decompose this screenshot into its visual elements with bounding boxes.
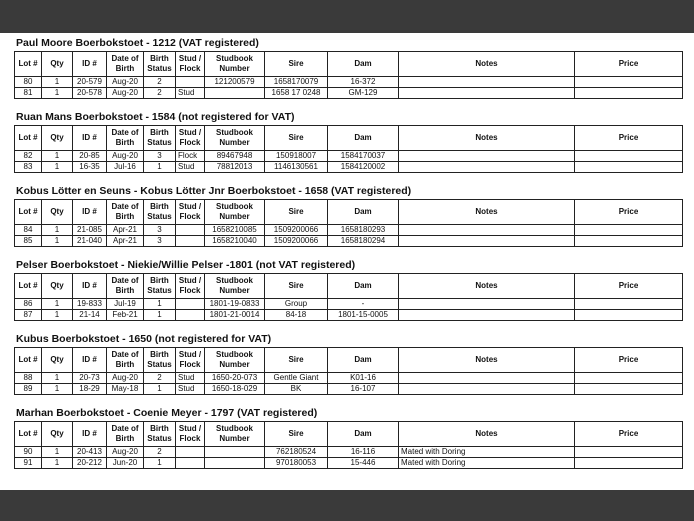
- cell-dam: 1801-15-0005: [328, 310, 399, 321]
- table-row: [15, 458, 683, 469]
- header-row: [15, 200, 683, 225]
- cell-status: 2: [144, 77, 176, 88]
- header-notes: Notes: [399, 52, 575, 77]
- cell-dam: K01-16: [328, 373, 399, 384]
- table-row: [15, 447, 683, 458]
- cell-lot: 85: [15, 236, 42, 247]
- cell-qty: 1: [42, 310, 73, 321]
- cell-stud: [176, 236, 205, 247]
- header-lot: Lot #: [15, 274, 42, 299]
- cell-qty: 1: [42, 88, 73, 99]
- section-kobus-lotter: [14, 185, 682, 247]
- cell-price: [575, 162, 683, 173]
- header-price: Price: [575, 422, 683, 447]
- cell-notes: [399, 225, 575, 236]
- header-dam: Dam: [328, 52, 399, 77]
- cell-dam: GM-129: [328, 88, 399, 99]
- cell-stud: Stud: [176, 88, 205, 99]
- header-row: [15, 52, 683, 77]
- cell-sire: 1658170079: [265, 77, 328, 88]
- cell-sire: 1146130561: [265, 162, 328, 173]
- cell-qty: 1: [42, 151, 73, 162]
- header-book: Studbook Number: [205, 422, 265, 447]
- header-notes: Notes: [399, 348, 575, 373]
- cell-sire: 84-18: [265, 310, 328, 321]
- cell-notes: [399, 236, 575, 247]
- cell-id: 20-73: [73, 373, 107, 384]
- cell-status: 1: [144, 458, 176, 469]
- cell-book: [205, 88, 265, 99]
- cell-stud: [176, 447, 205, 458]
- cell-book: 78812013: [205, 162, 265, 173]
- header-row: [15, 274, 683, 299]
- cell-status: 1: [144, 299, 176, 310]
- cell-lot: 91: [15, 458, 42, 469]
- header-row: [15, 348, 683, 373]
- header-sire: Sire: [265, 348, 328, 373]
- cell-id: 19-833: [73, 299, 107, 310]
- cell-qty: 1: [42, 162, 73, 173]
- header-lot: Lot #: [15, 348, 42, 373]
- header-dam: Dam: [328, 422, 399, 447]
- header-notes: Notes: [399, 200, 575, 225]
- cell-id: 20-212: [73, 458, 107, 469]
- cell-book: 1658210040: [205, 236, 265, 247]
- header-id: ID #: [73, 200, 107, 225]
- cell-id: 21-040: [73, 236, 107, 247]
- cell-lot: 86: [15, 299, 42, 310]
- cell-dam: 1584120002: [328, 162, 399, 173]
- cell-status: 1: [144, 310, 176, 321]
- cell-id: 20-578: [73, 88, 107, 99]
- cell-price: [575, 373, 683, 384]
- cell-id: 20-85: [73, 151, 107, 162]
- cell-lot: 84: [15, 225, 42, 236]
- cell-qty: 1: [42, 299, 73, 310]
- cell-notes: [399, 88, 575, 99]
- cell-qty: 1: [42, 447, 73, 458]
- header-id: ID #: [73, 422, 107, 447]
- section-title: Ruan Mans Boerbokstoet - 1584 (not registered for VAT): [16, 111, 295, 123]
- table-row: [15, 225, 683, 236]
- header-book: Studbook Number: [205, 126, 265, 151]
- table-row: [15, 77, 683, 88]
- lot-table: [14, 199, 683, 247]
- cell-book: 1801-21-0014: [205, 310, 265, 321]
- header-row: [15, 126, 683, 151]
- table-row: [15, 236, 683, 247]
- header-stud: Stud / Flock: [176, 274, 205, 299]
- cell-notes: [399, 77, 575, 88]
- cell-book: 1801-19-0833: [205, 299, 265, 310]
- cell-dam: 16-372: [328, 77, 399, 88]
- cell-stud: [176, 225, 205, 236]
- cell-stud: Stud: [176, 384, 205, 395]
- header-dam: Dam: [328, 348, 399, 373]
- cell-qty: 1: [42, 373, 73, 384]
- cell-notes: [399, 310, 575, 321]
- cell-date: Feb-21: [107, 310, 144, 321]
- cell-status: 3: [144, 151, 176, 162]
- header-price: Price: [575, 52, 683, 77]
- header-sire: Sire: [265, 52, 328, 77]
- header-qty: Qty: [42, 274, 73, 299]
- cell-stud: Stud: [176, 162, 205, 173]
- cell-lot: 88: [15, 373, 42, 384]
- cell-price: [575, 447, 683, 458]
- cell-id: 21-14: [73, 310, 107, 321]
- cell-lot: 82: [15, 151, 42, 162]
- section-title: Kobus Lötter en Seuns - Kobus Lötter Jnr Boerbokstoet - 1658 (VAT registered): [16, 185, 412, 197]
- cell-notes: [399, 162, 575, 173]
- cell-dam: -: [328, 299, 399, 310]
- cell-price: [575, 310, 683, 321]
- cell-date: Jul-19: [107, 299, 144, 310]
- cell-qty: 1: [42, 236, 73, 247]
- header-stud: Stud / Flock: [176, 422, 205, 447]
- cell-lot: 90: [15, 447, 42, 458]
- cell-id: 18-29: [73, 384, 107, 395]
- cell-price: [575, 151, 683, 162]
- cell-price: [575, 299, 683, 310]
- header-lot: Lot #: [15, 126, 42, 151]
- lot-table: [14, 421, 683, 469]
- cell-price: [575, 225, 683, 236]
- cell-status: 1: [144, 162, 176, 173]
- cell-book: 1650-20-073: [205, 373, 265, 384]
- cell-stud: [176, 310, 205, 321]
- cell-dam: 1658180293: [328, 225, 399, 236]
- header-id: ID #: [73, 274, 107, 299]
- top-bar: [0, 0, 694, 33]
- cell-stud: [176, 458, 205, 469]
- cell-book: 89467948: [205, 151, 265, 162]
- cell-sire: 1509200066: [265, 225, 328, 236]
- cell-notes: [399, 299, 575, 310]
- section-kubus: [14, 333, 682, 395]
- header-stud: Stud / Flock: [176, 200, 205, 225]
- cell-book: [205, 458, 265, 469]
- cell-status: 3: [144, 225, 176, 236]
- header-book: Studbook Number: [205, 52, 265, 77]
- cell-stud: Stud: [176, 373, 205, 384]
- header-sire: Sire: [265, 274, 328, 299]
- header-date: Date of Birth: [107, 200, 144, 225]
- header-date: Date of Birth: [107, 52, 144, 77]
- cell-date: Apr-21: [107, 236, 144, 247]
- cell-stud: [176, 299, 205, 310]
- cell-id: 21-085: [73, 225, 107, 236]
- header-date: Date of Birth: [107, 422, 144, 447]
- header-notes: Notes: [399, 126, 575, 151]
- cell-dam: 1658180294: [328, 236, 399, 247]
- cell-date: Jul-16: [107, 162, 144, 173]
- cell-notes: [399, 151, 575, 162]
- header-sire: Sire: [265, 200, 328, 225]
- bottom-bar: [0, 490, 694, 521]
- cell-book: 1650-18-029: [205, 384, 265, 395]
- lot-table: [14, 125, 683, 173]
- cell-status: 3: [144, 236, 176, 247]
- cell-status: 2: [144, 447, 176, 458]
- cell-dam: 1584170037: [328, 151, 399, 162]
- cell-date: Aug-20: [107, 151, 144, 162]
- cell-qty: 1: [42, 458, 73, 469]
- header-book: Studbook Number: [205, 348, 265, 373]
- section-title: Marhan Boerbokstoet - Coenie Meyer - 1797 (VAT registered): [16, 407, 318, 419]
- cell-date: Apr-21: [107, 225, 144, 236]
- catalog-page: [14, 37, 682, 481]
- header-sire: Sire: [265, 422, 328, 447]
- cell-date: Aug-20: [107, 447, 144, 458]
- header-id: ID #: [73, 126, 107, 151]
- lot-table: [14, 347, 683, 395]
- header-status: Birth Status: [144, 126, 176, 151]
- section-title: Paul Moore Boerbokstoet - 1212 (VAT registered): [16, 37, 259, 49]
- cell-status: 2: [144, 88, 176, 99]
- cell-price: [575, 77, 683, 88]
- cell-lot: 80: [15, 77, 42, 88]
- header-qty: Qty: [42, 52, 73, 77]
- header-sire: Sire: [265, 126, 328, 151]
- header-stud: Stud / Flock: [176, 52, 205, 77]
- header-date: Date of Birth: [107, 348, 144, 373]
- cell-status: 1: [144, 384, 176, 395]
- cell-date: Jun-20: [107, 458, 144, 469]
- header-id: ID #: [73, 52, 107, 77]
- header-notes: Notes: [399, 422, 575, 447]
- cell-sire: 1658 17 0248: [265, 88, 328, 99]
- cell-sire: 1509200066: [265, 236, 328, 247]
- cell-book: [205, 447, 265, 458]
- header-book: Studbook Number: [205, 274, 265, 299]
- cell-status: 2: [144, 373, 176, 384]
- header-date: Date of Birth: [107, 274, 144, 299]
- cell-book: 1658210085: [205, 225, 265, 236]
- cell-lot: 81: [15, 88, 42, 99]
- cell-sire: 762180524: [265, 447, 328, 458]
- header-lot: Lot #: [15, 200, 42, 225]
- cell-date: Aug-20: [107, 88, 144, 99]
- cell-lot: 89: [15, 384, 42, 395]
- cell-lot: 87: [15, 310, 42, 321]
- header-book: Studbook Number: [205, 200, 265, 225]
- table-row: [15, 88, 683, 99]
- cell-stud: Flock: [176, 151, 205, 162]
- cell-sire: 970180053: [265, 458, 328, 469]
- table-row: [15, 162, 683, 173]
- header-status: Birth Status: [144, 274, 176, 299]
- header-qty: Qty: [42, 200, 73, 225]
- cell-qty: 1: [42, 225, 73, 236]
- cell-price: [575, 384, 683, 395]
- lot-table: [14, 273, 683, 321]
- cell-sire: Gentle Giant: [265, 373, 328, 384]
- cell-sire: BK: [265, 384, 328, 395]
- cell-price: [575, 458, 683, 469]
- header-price: Price: [575, 274, 683, 299]
- table-row: [15, 151, 683, 162]
- cell-lot: 83: [15, 162, 42, 173]
- header-stud: Stud / Flock: [176, 348, 205, 373]
- cell-id: 20-413: [73, 447, 107, 458]
- cell-id: 20-579: [73, 77, 107, 88]
- lot-table: [14, 51, 683, 99]
- section-title: Kubus Boerbokstoet - 1650 (not registered for VAT): [16, 333, 272, 345]
- section-title: Pelser Boerbokstoet - Niekie/Willie Pelser -1801 (not VAT registered): [16, 259, 356, 271]
- header-row: [15, 422, 683, 447]
- header-qty: Qty: [42, 422, 73, 447]
- header-price: Price: [575, 348, 683, 373]
- header-status: Birth Status: [144, 348, 176, 373]
- header-status: Birth Status: [144, 200, 176, 225]
- header-qty: Qty: [42, 348, 73, 373]
- section-ruan-mans: [14, 111, 682, 173]
- header-price: Price: [575, 200, 683, 225]
- cell-price: [575, 236, 683, 247]
- table-row: [15, 299, 683, 310]
- table-row: [15, 310, 683, 321]
- cell-sire: 150918007: [265, 151, 328, 162]
- cell-date: May-18: [107, 384, 144, 395]
- header-dam: Dam: [328, 274, 399, 299]
- cell-sire: Group: [265, 299, 328, 310]
- header-status: Birth Status: [144, 52, 176, 77]
- header-date: Date of Birth: [107, 126, 144, 151]
- section-pelser: [14, 259, 682, 321]
- cell-notes: Mated with Doring: [399, 458, 575, 469]
- cell-qty: 1: [42, 77, 73, 88]
- cell-dam: 15-446: [328, 458, 399, 469]
- section-marhan: [14, 407, 682, 469]
- header-stud: Stud / Flock: [176, 126, 205, 151]
- cell-qty: 1: [42, 384, 73, 395]
- header-lot: Lot #: [15, 422, 42, 447]
- header-qty: Qty: [42, 126, 73, 151]
- cell-date: Aug-20: [107, 77, 144, 88]
- cell-dam: 16-116: [328, 447, 399, 458]
- header-dam: Dam: [328, 200, 399, 225]
- table-row: [15, 373, 683, 384]
- cell-notes: Mated with Doring: [399, 447, 575, 458]
- cell-price: [575, 88, 683, 99]
- header-price: Price: [575, 126, 683, 151]
- header-dam: Dam: [328, 126, 399, 151]
- header-lot: Lot #: [15, 52, 42, 77]
- cell-dam: 16-107: [328, 384, 399, 395]
- section-paul-moore: [14, 37, 682, 99]
- cell-notes: [399, 373, 575, 384]
- cell-date: Aug-20: [107, 373, 144, 384]
- cell-book: 121200579: [205, 77, 265, 88]
- cell-notes: [399, 384, 575, 395]
- header-notes: Notes: [399, 274, 575, 299]
- cell-id: 16-35: [73, 162, 107, 173]
- cell-stud: [176, 77, 205, 88]
- header-status: Birth Status: [144, 422, 176, 447]
- table-row: [15, 384, 683, 395]
- header-id: ID #: [73, 348, 107, 373]
